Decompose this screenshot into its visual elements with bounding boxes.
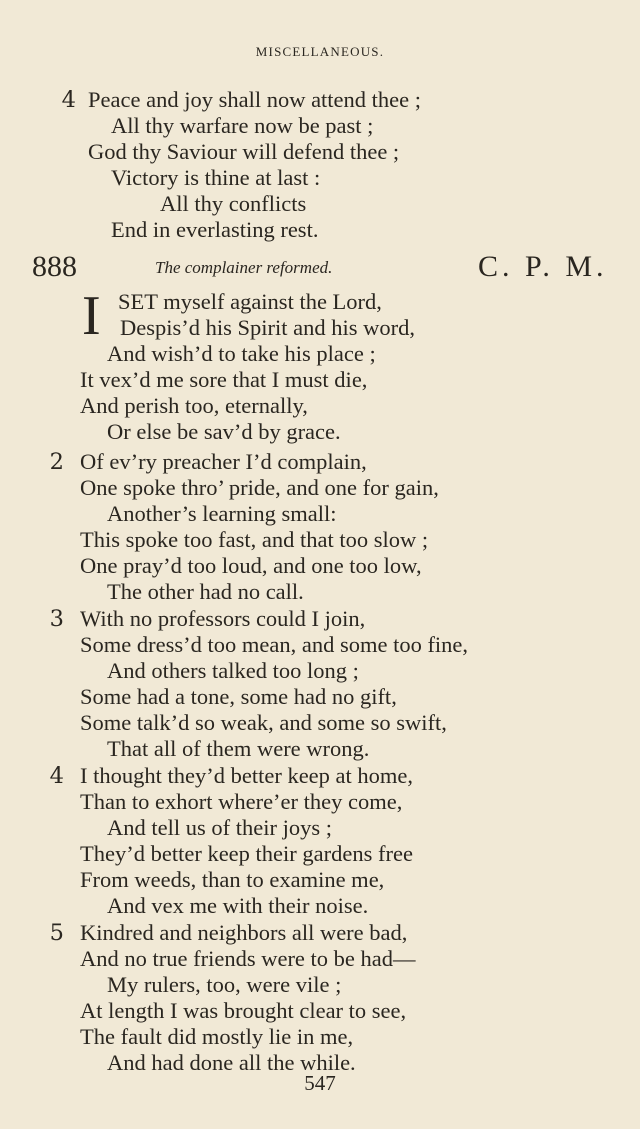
hymn-title: The complainer reformed.: [155, 258, 333, 277]
verse-line: And wish’d to take his place ;: [107, 341, 376, 366]
verse-line: My rulers, too, were vile ;: [107, 972, 342, 997]
hymn-meter: C. P. M.: [478, 250, 608, 283]
verse-line: Or else be sav’d by grace.: [107, 419, 341, 444]
verse-line: And no true friends were to be had—: [80, 946, 416, 971]
stanza-number: 4: [61, 87, 76, 113]
verse-line: Kindred and neighbors all were bad,: [80, 920, 408, 945]
verse-line: End in everlasting rest.: [111, 217, 319, 242]
hymn-number: 888: [32, 250, 77, 283]
verse-line: Some had a tone, some had no gift,: [80, 684, 397, 709]
stanza-number: 2: [49, 449, 64, 475]
verse-line: Some talk’d so weak, and some so swift,: [80, 710, 447, 735]
verse-line: This spoke too fast, and that too slow ;: [80, 527, 429, 552]
verse-line: SET myself against the Lord,: [118, 289, 382, 314]
verse-line: And tell us of their joys ;: [107, 815, 332, 840]
page-number: 547: [304, 1071, 336, 1095]
verse-line: And perish too, eternally,: [80, 393, 308, 418]
verse-line: They’d better keep their gardens free: [80, 841, 413, 866]
verse-line: All thy conflicts: [160, 191, 307, 216]
verse-line: And vex me with their noise.: [107, 893, 369, 918]
verse-line: That all of them were wrong.: [107, 736, 370, 761]
drop-cap: I: [82, 285, 101, 347]
verse-line: With no professors could I join,: [80, 606, 366, 631]
verse-line: One spoke thro’ pride, and one for gain,: [80, 475, 439, 500]
verse-line: God thy Saviour will defend thee ;: [88, 139, 400, 164]
running-header: MISCELLANEOUS.: [255, 44, 385, 59]
verse-line: The other had no call.: [107, 579, 304, 604]
verse-line: Another’s learning small:: [107, 501, 337, 526]
verse-line: The fault did mostly lie in me,: [80, 1024, 354, 1049]
verse-line: At length I was brought clear to see,: [80, 998, 407, 1023]
verse-line: All thy warfare now be past ;: [111, 113, 374, 138]
verse-line: Despis’d his Spirit and his word,: [120, 315, 415, 340]
stanza-number: 3: [49, 606, 64, 632]
verse-line: Than to exhort where’er they come,: [80, 789, 403, 814]
verse-line: Peace and joy shall now attend thee ;: [88, 87, 422, 112]
verse-line: Victory is thine at last :: [111, 165, 321, 190]
verse-line: And others talked too long ;: [107, 658, 359, 683]
verse-line: From weeds, than to examine me,: [80, 867, 385, 892]
verse-line: And had done all the while.: [107, 1050, 356, 1075]
verse-line: Of ev’ry preacher I’d complain,: [80, 449, 367, 474]
verse-line: It vex’d me sore that I must die,: [80, 367, 368, 392]
stanza-number: 4: [49, 763, 64, 789]
verse-line: I thought they’d better keep at home,: [80, 763, 414, 788]
stanza-number: 5: [49, 920, 64, 946]
verse-line: Some dress’d too mean, and some too fine,: [80, 632, 469, 657]
verse-line: One pray’d too loud, and one too low,: [80, 553, 422, 578]
